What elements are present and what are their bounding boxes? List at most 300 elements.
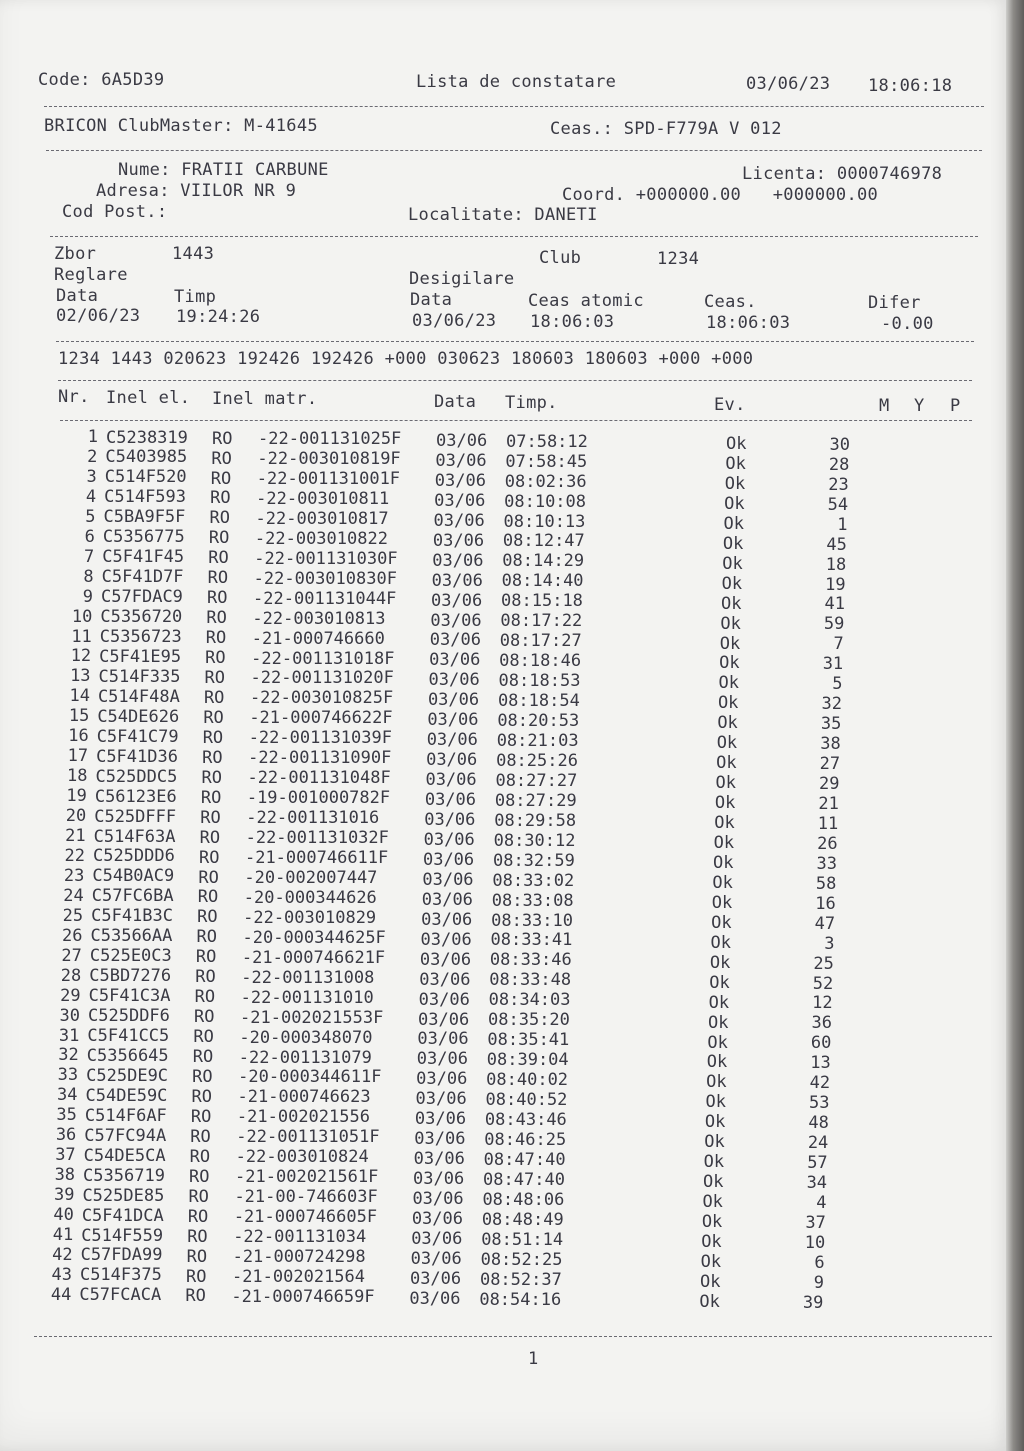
row-electronic-ring: C5F41E95 — [99, 646, 182, 667]
row-country: RO — [186, 1246, 208, 1267]
row-time: 08:15:18 — [501, 591, 583, 612]
row-date: 03/06 — [418, 1009, 470, 1030]
row-ring-number: -22-003010813 — [252, 608, 386, 629]
row-time: 08:33:10 — [491, 910, 573, 931]
row-nr: 7 — [84, 546, 95, 567]
row-minute: 13 — [810, 1053, 831, 1074]
row-event: Ok — [701, 1232, 722, 1252]
table-row — [61, 586, 881, 615]
row-nr: 36 — [55, 1125, 77, 1146]
row-minute: 57 — [807, 1153, 828, 1174]
table-row — [45, 1105, 865, 1134]
row-event: Ok — [705, 1092, 727, 1113]
row-nr: 24 — [63, 885, 84, 906]
row-event: Ok — [720, 613, 741, 634]
row-date: 03/06 — [424, 810, 476, 831]
row-nr: 4 — [85, 486, 97, 507]
row-event: Ok — [711, 892, 733, 913]
row-date: 03/06 — [415, 1089, 467, 1110]
row-country: RO — [198, 847, 220, 868]
table-row — [46, 1065, 866, 1094]
row-ring-number: -22-003010819F — [257, 449, 401, 470]
row-date: 03/06 — [434, 470, 486, 491]
row-event: Ok — [715, 773, 736, 794]
row-country: RO — [204, 668, 226, 688]
row-country: RO — [192, 1067, 213, 1087]
row-date: 03/06 — [417, 1029, 469, 1050]
row-nr: 23 — [63, 865, 85, 886]
row-date: 03/06 — [409, 1268, 462, 1289]
summary-line: 1234 1443 020623 192426 192426 +000 030623 180603 180603 +000 +000 — [58, 349, 754, 369]
atomic-clock-label: Ceas atomic — [528, 291, 644, 311]
row-time: 08:39:04 — [486, 1050, 569, 1071]
row-time: 08:17:22 — [500, 611, 583, 632]
row-nr: 14 — [69, 686, 90, 707]
row-ring-number: -22-001131008 — [241, 967, 375, 988]
row-date: 03/06 — [409, 1288, 461, 1309]
row-country: RO — [199, 827, 221, 848]
row-date: 03/06 — [421, 909, 473, 930]
row-event: Ok — [708, 1012, 729, 1033]
row-event: Ok — [721, 573, 743, 594]
row-time: 08:10:13 — [503, 511, 586, 532]
row-minute: 1 — [837, 514, 848, 535]
locality: Localitate: DANETI — [408, 205, 598, 225]
row-event: Ok — [717, 713, 738, 734]
row-time: 08:25:26 — [496, 750, 578, 771]
row-nr: 19 — [66, 786, 87, 807]
row-minute: 26 — [817, 833, 838, 854]
row-country: RO — [211, 448, 232, 469]
separator-line — [44, 106, 984, 107]
row-minute: 30 — [829, 434, 850, 455]
row-country: RO — [206, 608, 227, 629]
table-row — [42, 1185, 862, 1213]
row-time: 08:40:52 — [485, 1090, 568, 1111]
row-electronic-ring: C525E0C3 — [89, 946, 172, 967]
row-date: 03/06 — [433, 510, 485, 531]
desig-date-label: Data — [410, 290, 453, 310]
row-minute: 54 — [827, 494, 849, 515]
table-row — [39, 1284, 859, 1313]
row-minute: 24 — [807, 1133, 829, 1154]
row-minute: 29 — [818, 774, 840, 795]
row-ring-number: -21-000746660 — [251, 628, 385, 649]
row-minute: 38 — [820, 734, 841, 755]
row-date: 03/06 — [432, 530, 485, 551]
row-time: 08:18:53 — [498, 671, 581, 692]
row-nr: 33 — [57, 1065, 79, 1086]
row-electronic-ring: C56123E6 — [94, 786, 177, 807]
row-event: Ok — [708, 992, 730, 1013]
row-nr: 1 — [87, 427, 98, 447]
row-minute: 36 — [811, 1013, 833, 1034]
table-row — [55, 766, 875, 795]
row-minute: 18 — [825, 554, 847, 575]
row-event: Ok — [718, 673, 740, 694]
row-country: RO — [190, 1126, 211, 1147]
row-electronic-ring: C5F41F45 — [102, 547, 185, 568]
row-country: RO — [189, 1146, 211, 1167]
row-electronic-ring: C57FC6BA — [91, 886, 174, 907]
row-ring-number: -21-002021564 — [231, 1266, 366, 1287]
row-electronic-ring: C54DE626 — [97, 706, 180, 727]
row-time: 08:48:06 — [482, 1189, 565, 1210]
row-nr: 22 — [64, 845, 85, 866]
row-electronic-ring: C5F41D7F — [101, 567, 184, 588]
row-minute: 41 — [824, 594, 846, 615]
table-row — [41, 1244, 861, 1273]
table-row — [54, 806, 874, 834]
document-title: Lista de constatare — [416, 72, 617, 92]
row-event: Ok — [703, 1152, 725, 1173]
row-date: 03/06 — [412, 1189, 464, 1210]
row-ring-number: -19-001000782F — [246, 788, 391, 809]
row-event: Ok — [704, 1132, 725, 1153]
table-row — [44, 1125, 864, 1154]
row-date: 03/06 — [413, 1169, 465, 1190]
row-event: Ok — [700, 1251, 722, 1272]
row-country: RO — [205, 628, 227, 649]
row-event: Ok — [724, 473, 746, 494]
row-time: 08:33:41 — [490, 930, 573, 951]
col-y: Y — [914, 396, 925, 416]
row-date: 03/06 — [423, 829, 475, 850]
code-label: Code: 6A5D39 — [38, 70, 165, 90]
row-ring-number: -22-001131048F — [247, 768, 391, 789]
row-electronic-ring: C5403985 — [105, 447, 188, 468]
row-date: 03/06 — [416, 1069, 468, 1090]
row-electronic-ring: C5F41B3C — [91, 906, 173, 927]
col-inel-matr: Inel matr. — [212, 389, 318, 409]
row-electronic-ring: C5F41CC5 — [87, 1026, 170, 1046]
owner-address: Adresa: VIILOR NR 9 — [96, 181, 297, 201]
row-ring-number: -22-003010817 — [255, 508, 389, 529]
col-inel-el: Inel el. — [106, 388, 191, 408]
row-time: 08:35:41 — [487, 1030, 570, 1051]
table-row — [40, 1264, 860, 1293]
row-electronic-ring: C525DDF6 — [88, 1006, 170, 1027]
row-date: 03/06 — [422, 849, 475, 870]
row-date: 03/06 — [427, 710, 479, 731]
row-minute: 48 — [808, 1113, 829, 1134]
row-time: 08:27:27 — [495, 770, 578, 791]
col-ev: Ev. — [714, 395, 746, 415]
flight-number: 1443 — [172, 244, 215, 264]
row-event: Ok — [723, 513, 744, 534]
row-nr: 10 — [71, 606, 93, 627]
reglare-date-label: Data — [56, 286, 99, 306]
row-ring-number: -22-001131001F — [256, 468, 401, 489]
row-electronic-ring: C514F375 — [79, 1265, 162, 1286]
row-minute: 11 — [817, 813, 839, 834]
row-nr: 32 — [58, 1045, 79, 1066]
row-event: Ok — [711, 912, 732, 933]
row-ring-number: -22-001131032F — [245, 828, 389, 849]
row-electronic-ring: C514F335 — [98, 666, 181, 687]
desigilare-label: Desigilare — [409, 269, 515, 289]
row-nr: 13 — [70, 666, 91, 687]
row-electronic-ring: C5F41DCA — [81, 1205, 164, 1226]
row-minute: 10 — [804, 1232, 826, 1253]
row-minute: 59 — [823, 614, 845, 635]
row-event: Ok — [717, 693, 739, 714]
row-event: Ok — [702, 1192, 723, 1213]
row-time: 08:12:47 — [502, 531, 585, 552]
row-country: RO — [187, 1206, 209, 1227]
row-minute: 37 — [805, 1212, 826, 1233]
row-date: 03/06 — [425, 770, 477, 791]
row-country: RO — [207, 588, 228, 609]
table-row — [47, 1025, 867, 1054]
row-date: 03/06 — [428, 670, 480, 691]
row-nr: 26 — [62, 925, 83, 946]
row-event: Ok — [706, 1072, 727, 1093]
row-ring-number: -21-000746605F — [233, 1207, 378, 1228]
row-nr: 39 — [53, 1185, 75, 1206]
row-event: Ok — [725, 453, 746, 474]
row-ring-number: -20-002007447 — [244, 867, 378, 888]
postal-code: Cod Post.: — [62, 202, 168, 222]
row-ring-number: -22-001131039F — [248, 728, 392, 749]
clock-difference: -0.00 — [881, 314, 934, 334]
table-row — [55, 786, 875, 814]
row-nr: 12 — [70, 646, 92, 667]
table-row — [42, 1205, 862, 1233]
row-event: Ok — [709, 952, 731, 973]
row-ring-number: -22-001131018F — [251, 648, 395, 669]
row-date: 03/06 — [411, 1209, 463, 1230]
row-electronic-ring: C5356723 — [99, 627, 182, 647]
table-row — [44, 1145, 864, 1174]
row-time: 08:33:02 — [492, 870, 575, 891]
row-date: 03/06 — [429, 650, 481, 671]
club-label: Club — [539, 248, 582, 268]
row-ring-number: -21-002021561F — [235, 1167, 379, 1188]
row-minute: 25 — [813, 953, 834, 974]
table-row — [60, 606, 880, 635]
license: Licenta: 0000746978 — [742, 164, 943, 184]
row-ring-number: -21-002021556 — [236, 1107, 370, 1128]
row-time: 08:33:08 — [491, 890, 574, 911]
row-time: 08:52:37 — [479, 1269, 562, 1290]
row-time: 08:35:20 — [488, 1010, 570, 1031]
row-country: RO — [210, 468, 232, 489]
row-minute: 28 — [828, 454, 850, 475]
row-time: 08:18:46 — [499, 651, 582, 672]
row-ring-number: -21-000724298 — [232, 1247, 366, 1268]
table-row — [47, 1045, 867, 1074]
row-electronic-ring: C514F593 — [104, 487, 187, 508]
row-nr: 37 — [55, 1145, 76, 1166]
row-event: Ok — [699, 1291, 720, 1312]
row-minute: 21 — [818, 793, 839, 814]
row-nr: 30 — [59, 1005, 81, 1026]
row-event: Ok — [709, 972, 730, 993]
separator-line — [46, 150, 982, 151]
row-country: RO — [202, 727, 224, 748]
row-nr: 28 — [60, 965, 82, 986]
row-country: RO — [196, 927, 217, 948]
row-electronic-ring: C514F6AF — [84, 1105, 167, 1126]
row-country: RO — [185, 1266, 207, 1287]
table-row — [56, 746, 876, 775]
table-row — [51, 925, 871, 954]
row-event: Ok — [699, 1271, 721, 1292]
row-ring-number: -22-003010830F — [253, 568, 397, 589]
table-row — [57, 726, 877, 755]
row-event: Ok — [712, 872, 733, 893]
separator-line — [60, 420, 972, 421]
row-minute: 4 — [816, 1192, 827, 1213]
row-electronic-ring: C57FDAC9 — [101, 587, 183, 608]
separator-line — [34, 1336, 992, 1337]
row-country: RO — [188, 1186, 209, 1207]
coordinates: Coord. +000000.00 +000000.00 — [562, 185, 879, 205]
row-minute: 19 — [825, 574, 846, 595]
table-row — [51, 905, 871, 934]
row-date: 03/06 — [421, 889, 473, 910]
table-row — [50, 945, 870, 974]
row-nr: 40 — [53, 1205, 74, 1226]
row-country: RO — [189, 1166, 210, 1187]
row-country: RO — [187, 1226, 208, 1247]
row-electronic-ring: C5F41C3A — [88, 986, 171, 1007]
row-ring-number: -21-000746659F — [231, 1286, 375, 1307]
row-ring-number: -21-000746611F — [244, 848, 389, 869]
row-minute: 3 — [824, 933, 835, 954]
row-ring-number: -21-002021553F — [240, 1007, 384, 1028]
row-nr: 34 — [57, 1085, 78, 1106]
table-row — [58, 686, 878, 715]
row-nr: 25 — [62, 905, 84, 926]
row-event: Ok — [716, 733, 738, 754]
row-time: 08:48:49 — [481, 1209, 564, 1230]
row-electronic-ring: C5F41D36 — [96, 746, 178, 767]
row-time: 08:02:36 — [504, 471, 587, 492]
paper-edge — [1006, 0, 1024, 1451]
row-country: RO — [191, 1086, 213, 1107]
row-time: 08:33:48 — [489, 970, 572, 991]
row-event: Ok — [701, 1212, 723, 1233]
row-time: 08:32:59 — [492, 850, 575, 871]
row-country: RO — [197, 907, 218, 928]
row-electronic-ring: C57FDA99 — [80, 1245, 163, 1266]
row-minute: 5 — [832, 674, 843, 695]
table-row — [57, 706, 877, 735]
row-event: Ok — [722, 533, 744, 554]
row-date: 03/06 — [435, 450, 487, 471]
row-time: 08:47:40 — [483, 1149, 566, 1170]
row-event: Ok — [703, 1172, 724, 1193]
row-country: RO — [209, 508, 230, 529]
row-minute: 33 — [816, 853, 837, 874]
row-nr: 35 — [56, 1105, 77, 1126]
row-minute: 16 — [815, 893, 836, 914]
row-ring-number: -21-000746621F — [241, 947, 386, 968]
club-number: 1234 — [657, 249, 700, 269]
row-event: Ok — [710, 932, 731, 953]
table-row — [59, 666, 879, 695]
row-minute: 35 — [820, 714, 842, 735]
row-event: Ok — [722, 553, 743, 574]
row-date: 03/06 — [419, 949, 472, 970]
row-event: Ok — [716, 753, 737, 774]
row-date: 03/06 — [436, 430, 488, 451]
row-nr: 20 — [65, 806, 87, 827]
row-date: 03/06 — [418, 989, 470, 1010]
row-time: 07:58:45 — [505, 451, 588, 472]
row-ring-number: -22-001131025F — [258, 429, 402, 450]
row-minute: 39 — [802, 1292, 824, 1313]
row-country: RO — [200, 807, 221, 828]
table-row — [53, 845, 873, 874]
row-ring-number: -22-001131030F — [254, 548, 398, 569]
row-ring-number: -21-000746622F — [249, 708, 393, 729]
reglare-time-label: Timp — [174, 287, 217, 307]
row-event: Ok — [719, 633, 741, 654]
row-minute: 53 — [809, 1093, 830, 1114]
table-row — [48, 1005, 868, 1034]
row-ring-number: -22-001131079 — [238, 1047, 372, 1068]
table-row — [43, 1165, 863, 1194]
row-country: RO — [190, 1106, 212, 1127]
clock-id: Ceas.: SPD-F779A V 012 — [550, 119, 782, 139]
row-time: 07:58:12 — [506, 431, 588, 452]
row-time: 08:27:29 — [494, 790, 577, 811]
row-minute: 31 — [822, 654, 844, 675]
row-date: 03/06 — [419, 969, 471, 990]
page-number: 1 — [528, 1349, 539, 1369]
row-date: 03/06 — [429, 630, 481, 651]
row-country: RO — [212, 428, 233, 449]
clock-label: Ceas. — [704, 292, 757, 312]
table-row — [52, 865, 872, 894]
row-minute: 6 — [814, 1252, 825, 1273]
row-time: 08:18:54 — [497, 691, 580, 712]
row-electronic-ring: C54B0AC9 — [92, 866, 175, 887]
row-date: 03/06 — [431, 570, 483, 591]
row-date: 03/06 — [426, 730, 478, 751]
row-electronic-ring: C5BD7276 — [89, 966, 172, 987]
row-electronic-ring: C57FCACA — [79, 1285, 162, 1306]
row-time: 08:29:58 — [494, 810, 577, 831]
col-timp: Timp. — [505, 393, 558, 413]
row-event: Ok — [707, 1032, 728, 1053]
row-country: RO — [195, 947, 217, 968]
row-event: Ok — [726, 434, 747, 454]
row-minute: 42 — [809, 1073, 831, 1094]
row-date: 03/06 — [422, 869, 474, 890]
row-nr: 17 — [67, 746, 89, 767]
row-date: 03/06 — [413, 1149, 465, 1170]
row-nr: 2 — [87, 446, 98, 467]
row-ring-number: -22-001131034 — [233, 1227, 367, 1248]
row-electronic-ring: C5356775 — [102, 527, 185, 548]
row-event: Ok — [714, 813, 735, 834]
row-country: RO — [193, 1027, 214, 1048]
row-ring-number: -21-000746623 — [237, 1087, 371, 1108]
row-nr: 3 — [86, 466, 97, 487]
row-electronic-ring: C53566AA — [90, 926, 173, 947]
row-time: 08:30:12 — [493, 830, 576, 851]
row-minute: 47 — [814, 913, 836, 934]
row-country: RO — [197, 887, 219, 908]
table-row — [64, 486, 884, 515]
row-time: 08:33:46 — [489, 950, 572, 971]
row-date: 03/06 — [414, 1109, 467, 1130]
row-minute: 52 — [812, 973, 834, 994]
